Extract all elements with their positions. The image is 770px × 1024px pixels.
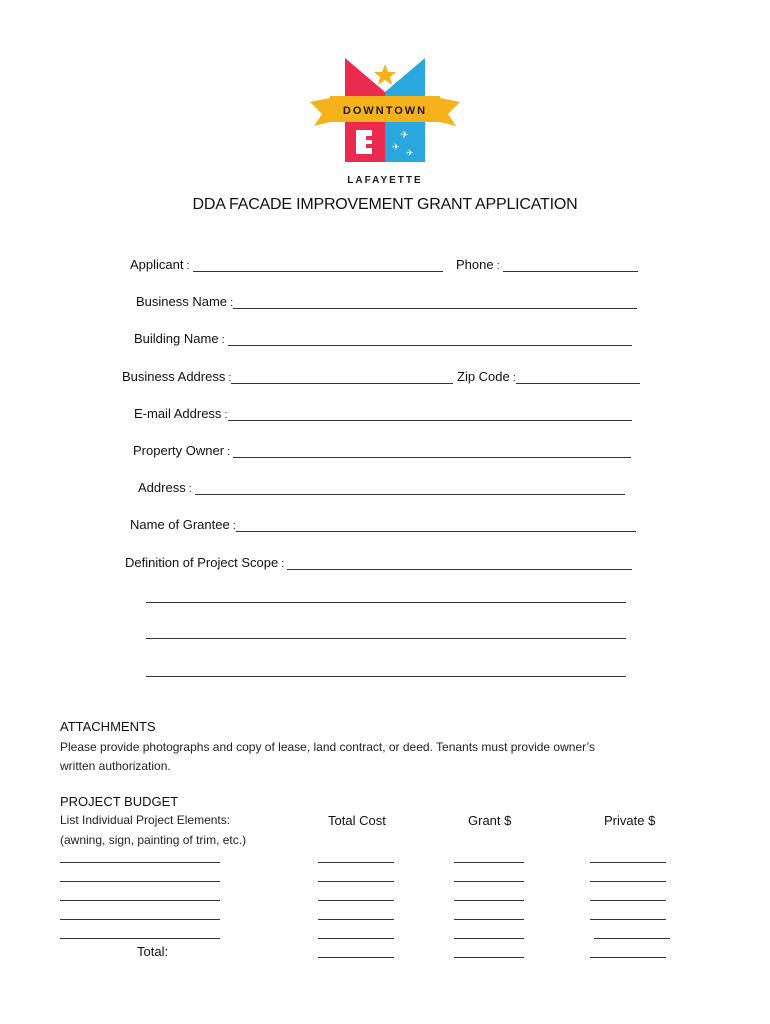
project-scope-label: Definition of Project Scope: [125, 555, 279, 570]
name-of-grantee-label: Name of Grantee: [130, 517, 230, 532]
zip-code-row: Zip Code :: [457, 366, 640, 384]
property-owner-label: Property Owner: [133, 443, 225, 458]
project-scope-row: Definition of Project Scope :: [125, 552, 632, 570]
budget-total-cost-line[interactable]: [318, 900, 394, 901]
attachments-text-line-2: written authorization.: [60, 759, 171, 773]
project-budget-heading: PROJECT BUDGET: [60, 794, 179, 809]
budget-private-line[interactable]: [594, 938, 670, 939]
budget-grant-line[interactable]: [454, 900, 524, 901]
budget-total-cost-line[interactable]: [318, 938, 394, 939]
name-of-grantee-row: Name of Grantee :: [130, 514, 636, 532]
list-elements-hint: (awning, sign, painting of trim, etc.): [60, 833, 247, 847]
business-name-field[interactable]: [233, 296, 637, 309]
logo-banner-text: DOWNTOWN: [342, 105, 428, 117]
private-header: Private $: [604, 813, 656, 828]
budget-private-line[interactable]: [590, 900, 666, 901]
budget-total-label: Total:: [137, 944, 169, 959]
budget-element-line[interactable]: [60, 900, 220, 901]
budget-total-cost-line[interactable]: [318, 862, 394, 863]
building-name-row: Building Name :: [134, 328, 632, 346]
phone-row: Phone :: [456, 254, 638, 272]
address-field[interactable]: [195, 482, 625, 495]
svg-text:✈: ✈: [400, 130, 409, 141]
property-owner-row: Property Owner :: [133, 440, 631, 458]
page-title: DDA FACADE IMPROVEMENT GRANT APPLICATION: [192, 196, 578, 213]
business-name-label: Business Name: [136, 294, 228, 309]
attachments-text-line-1: Please provide photographs and copy of lease, land contract, or deed. Tenants must provide owner’s: [60, 740, 596, 754]
downtown-lafayette-logo: [300, 52, 470, 192]
project-scope-line-2[interactable]: [146, 602, 626, 603]
total-cost-header: Total Cost: [328, 813, 386, 828]
applicant-field[interactable]: [193, 259, 443, 272]
name-of-grantee-field[interactable]: [236, 519, 636, 532]
email-field[interactable]: [228, 408, 632, 421]
svg-text:✈: ✈: [392, 143, 400, 153]
project-scope-line-4[interactable]: [146, 676, 626, 677]
building-name-field[interactable]: [228, 333, 632, 346]
budget-grant-line[interactable]: [454, 881, 524, 882]
budget-total-cost-line[interactable]: [318, 881, 394, 882]
building-name-label: Building Name: [134, 331, 219, 346]
budget-grant-line[interactable]: [454, 919, 524, 920]
budget-private-line[interactable]: [590, 919, 666, 920]
grant-header: Grant $: [468, 813, 512, 828]
zip-code-field[interactable]: [516, 371, 640, 384]
email-row: E-mail Address :: [134, 403, 632, 421]
logo-sub-text: LAFAYETTE: [347, 175, 423, 186]
budget-private-line[interactable]: [590, 881, 666, 882]
budget-element-line[interactable]: [60, 938, 220, 939]
address-label: Address: [138, 480, 186, 495]
budget-grant-line[interactable]: [454, 938, 524, 939]
svg-text:✈: ✈: [406, 149, 414, 159]
budget-element-line[interactable]: [60, 919, 220, 920]
applicant-label: Applicant: [130, 257, 184, 272]
project-scope-line-3[interactable]: [146, 638, 626, 639]
attachments-heading: ATTACHMENTS: [60, 719, 156, 734]
list-elements-label: List Individual Project Elements:: [60, 813, 231, 827]
applicant-row: Applicant :: [130, 254, 443, 272]
phone-label: Phone: [456, 257, 494, 272]
property-owner-field[interactable]: [233, 445, 631, 458]
business-name-row: Business Name :: [136, 291, 637, 309]
budget-element-line[interactable]: [60, 862, 220, 863]
business-address-label: Business Address: [122, 369, 226, 384]
budget-total-cost-total-line[interactable]: [318, 957, 394, 958]
budget-element-line[interactable]: [60, 881, 220, 882]
business-address-row: Business Address :: [122, 366, 453, 384]
project-scope-field[interactable]: [287, 557, 632, 570]
email-label: E-mail Address: [134, 406, 222, 421]
address-row: Address :: [138, 477, 625, 495]
attachments-text: [60, 738, 720, 776]
budget-private-total-line[interactable]: [590, 957, 666, 958]
budget-grant-line[interactable]: [454, 862, 524, 863]
budget-grant-total-line[interactable]: [454, 957, 524, 958]
budget-total-cost-line[interactable]: [318, 919, 394, 920]
budget-private-line[interactable]: [590, 862, 666, 863]
zip-code-label: Zip Code: [457, 369, 510, 384]
phone-field[interactable]: [503, 259, 638, 272]
business-address-field[interactable]: [231, 371, 453, 384]
